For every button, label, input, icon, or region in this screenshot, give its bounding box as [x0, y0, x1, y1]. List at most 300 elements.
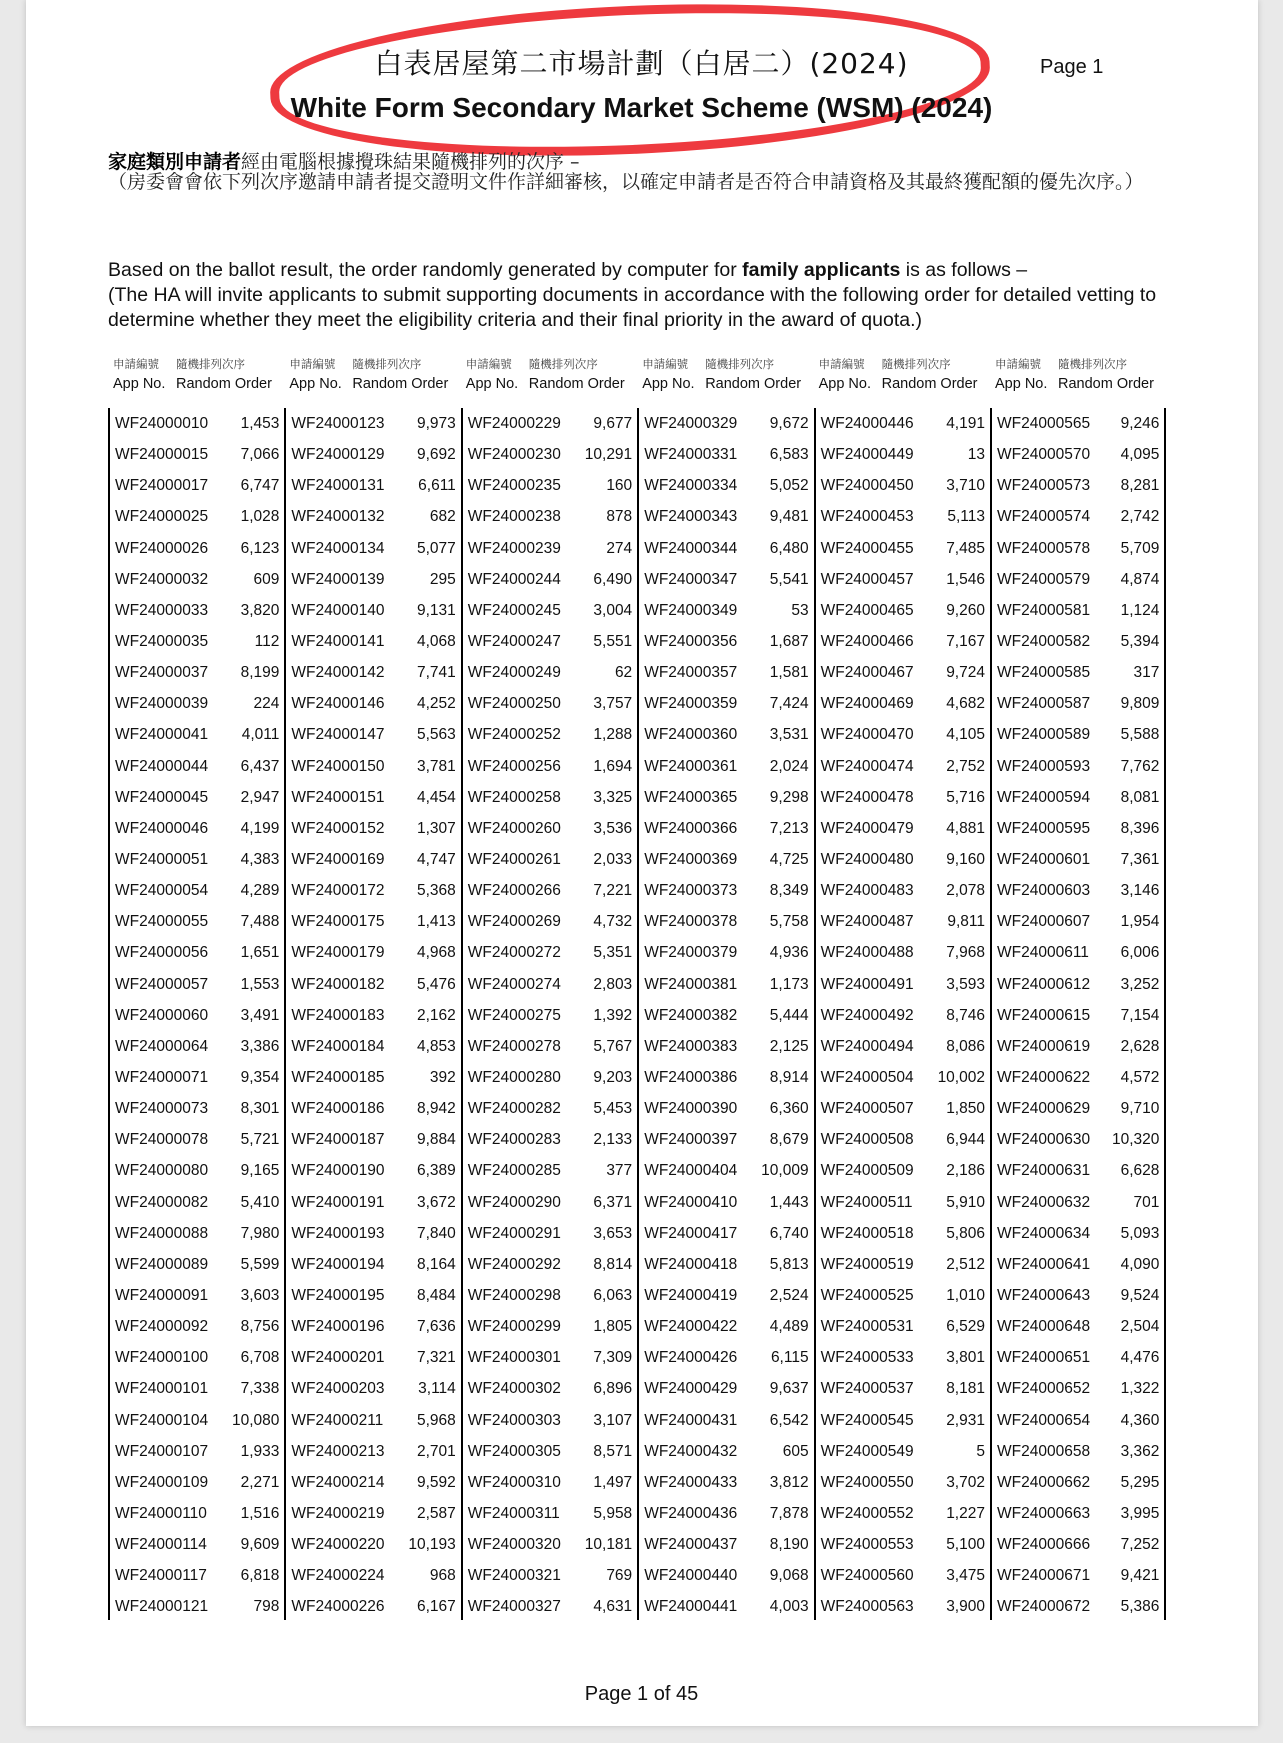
app-no-cell: WF24000630	[997, 1131, 1091, 1149]
app-no-cell: WF24000432	[644, 1442, 738, 1460]
table-row	[639, 1187, 813, 1218]
random-order-cell: 1,124	[1120, 601, 1160, 619]
random-order-cell: 6,006	[1120, 944, 1160, 962]
app-no-cell: WF24000107	[115, 1442, 209, 1460]
app-no-cell: WF24000426	[644, 1349, 738, 1367]
app-no-cell: WF24000343	[644, 508, 738, 526]
random-order-cell: 3,531	[769, 726, 809, 744]
app-no-cell: WF24000073	[115, 1100, 209, 1118]
table-row	[992, 595, 1164, 626]
random-order-cell: 2,524	[769, 1286, 809, 1304]
app-no-cell: WF24000045	[115, 788, 209, 806]
random-order-cell: 5,386	[1120, 1598, 1160, 1616]
random-order-cell: 2,512	[946, 1255, 985, 1273]
table-row	[639, 501, 813, 532]
table-row	[992, 439, 1164, 470]
table-row	[816, 1436, 990, 1467]
app-no-cell: WF24000080	[115, 1162, 209, 1180]
table-row	[110, 1280, 284, 1311]
app-no-cell: WF24000194	[291, 1255, 385, 1273]
table-row	[286, 1093, 460, 1124]
table-row	[110, 1529, 284, 1560]
app-no-cell: WF24000283	[467, 1131, 561, 1149]
app-no-cell: WF24000369	[644, 850, 738, 868]
table-row	[110, 1436, 284, 1467]
app-no-cell: WF24000140	[291, 601, 385, 619]
app-no-cell: WF24000366	[644, 819, 738, 837]
app-no-cell: WF24000182	[291, 975, 385, 993]
app-no-cell: WF24000433	[644, 1473, 738, 1491]
app-no-cell: WF24000292	[467, 1255, 561, 1273]
random-order-cell: 6,480	[769, 539, 809, 557]
app-no-cell: WF24000652	[997, 1380, 1091, 1398]
table-row	[992, 1436, 1164, 1467]
table-row	[286, 1031, 460, 1062]
random-order-cell: 2,162	[416, 1006, 456, 1024]
table-row	[816, 1591, 990, 1622]
app-no-cell: WF24000033	[115, 601, 209, 619]
app-no-cell: WF24000078	[115, 1131, 209, 1149]
app-no-cell: WF24000272	[467, 944, 561, 962]
random-order-cell: 9,672	[769, 415, 809, 432]
random-order-cell: 3,801	[946, 1349, 985, 1367]
app-no-cell: WF24000455	[820, 539, 914, 557]
table-row	[992, 719, 1164, 750]
random-order-cell: 4,090	[1120, 1255, 1160, 1273]
app-no-cell: WF24000037	[115, 664, 209, 682]
app-no-cell: WF24000373	[644, 882, 738, 900]
app-no-cell: WF24000186	[291, 1100, 385, 1118]
table-row	[816, 875, 990, 906]
table-row	[110, 1498, 284, 1529]
table-row	[992, 937, 1164, 968]
table-row	[286, 470, 460, 501]
app-no-cell: WF24000235	[467, 477, 561, 495]
table-row	[286, 1124, 460, 1155]
random-order-cell: 4,489	[769, 1318, 809, 1336]
random-order-cell: 295	[429, 570, 456, 588]
random-order-cell: 4,011	[241, 726, 280, 744]
random-order-cell: 7,840	[416, 1224, 456, 1242]
random-order-cell: 4,360	[1120, 1411, 1160, 1429]
random-order-cell: 1,413	[416, 913, 456, 931]
table-row	[110, 1155, 284, 1186]
table-row	[286, 1436, 460, 1467]
app-no-cell: WF24000429	[644, 1380, 738, 1398]
table-row	[992, 1155, 1164, 1186]
random-order-cell: 9,692	[416, 446, 456, 464]
random-order-cell: 9,354	[240, 1068, 280, 1086]
table-row	[286, 813, 460, 844]
app-no-cell: WF24000226	[291, 1598, 385, 1616]
random-order-cell: 7,321	[416, 1349, 456, 1367]
app-no-cell: WF24000632	[997, 1193, 1091, 1211]
table-row	[463, 1560, 637, 1591]
table-row	[639, 470, 813, 501]
intro-zh-bold: 家庭類別申請者	[108, 151, 242, 173]
app-no-cell: WF24000290	[467, 1193, 561, 1211]
table-row	[992, 1031, 1164, 1062]
random-order-cell: 6,747	[240, 477, 280, 495]
app-no-cell: WF24000184	[291, 1037, 385, 1055]
random-order-cell: 5,551	[593, 632, 633, 650]
app-no-cell: WF24000531	[820, 1318, 914, 1336]
table-row	[816, 564, 990, 595]
table-row	[639, 1436, 813, 1467]
app-no-cell: WF24000139	[291, 570, 385, 588]
table-row	[286, 1062, 460, 1093]
random-order-cell: 5,721	[240, 1131, 280, 1149]
table-row	[816, 1000, 990, 1031]
table-row	[463, 751, 637, 782]
random-order-cell: 10,291	[584, 446, 633, 464]
random-order-cell: 9,724	[946, 664, 985, 682]
table-row	[463, 813, 637, 844]
app-no-cell: WF24000491	[820, 975, 914, 993]
random-order-cell: 1,687	[769, 632, 809, 650]
random-order-cell: 9,131	[416, 601, 456, 619]
intro-en-bold: family applicants	[742, 259, 901, 281]
app-no-cell: WF24000060	[115, 1006, 209, 1024]
app-no-cell: WF24000305	[467, 1442, 561, 1460]
table-row	[110, 501, 284, 532]
random-order-cell: 9,421	[1120, 1567, 1160, 1585]
random-order-cell: 5,958	[593, 1504, 633, 1522]
app-no-cell: WF24000666	[997, 1536, 1091, 1554]
app-no-cell: WF24000453	[820, 508, 914, 526]
app-no-cell: WF24000301	[467, 1349, 561, 1367]
app-no-cell: WF24000594	[997, 788, 1091, 806]
app-no-cell: WF24000470	[820, 726, 914, 744]
random-order-cell: 1,694	[593, 757, 633, 775]
table-row	[286, 1249, 460, 1280]
table-row	[463, 1124, 637, 1155]
app-no-cell: WF24000487	[820, 913, 914, 931]
app-no-cell: WF24000238	[467, 508, 561, 526]
table-row	[816, 782, 990, 813]
app-no-cell: WF24000250	[467, 695, 561, 713]
table-row	[463, 470, 637, 501]
table-row	[992, 875, 1164, 906]
app-no-cell: WF24000041	[115, 726, 209, 744]
random-order-cell: 7,361	[1120, 850, 1160, 868]
app-no-cell: WF24000110	[115, 1504, 207, 1522]
table-row	[110, 1093, 284, 1124]
app-no-cell: WF24000220	[291, 1536, 385, 1554]
app-no-cell: WF24000504	[820, 1068, 914, 1086]
table-row	[286, 844, 460, 875]
app-no-cell: WF24000298	[467, 1286, 561, 1304]
table-row	[110, 470, 284, 501]
app-no-cell: WF24000311	[467, 1504, 560, 1522]
table-row	[110, 1187, 284, 1218]
table-row	[639, 533, 813, 564]
table-row	[816, 1529, 990, 1560]
random-order-cell: 1,516	[240, 1504, 280, 1522]
table-row	[816, 1062, 990, 1093]
table-row	[463, 501, 637, 532]
random-order-cell: 4,968	[416, 944, 456, 962]
random-order-cell: 2,033	[593, 850, 633, 868]
random-order-cell: 392	[429, 1068, 456, 1086]
random-order-cell: 3,710	[946, 477, 985, 495]
header-app-no: 申請編號 App No.	[465, 357, 519, 392]
random-order-cell: 4,682	[946, 695, 985, 713]
random-order-cell: 605	[782, 1442, 809, 1460]
table-row	[463, 1000, 637, 1031]
table-row	[286, 1000, 460, 1031]
random-order-cell: 4,747	[416, 850, 456, 868]
app-no-cell: WF24000229	[467, 415, 561, 432]
table-row	[992, 533, 1164, 564]
random-order-cell: 1,288	[593, 726, 633, 744]
table-row	[816, 844, 990, 875]
random-order-cell: 2,024	[769, 757, 809, 775]
app-no-cell: WF24000441	[644, 1598, 738, 1616]
table-row	[463, 688, 637, 719]
app-no-cell: WF24000150	[291, 757, 385, 775]
random-order-cell: 6,360	[769, 1100, 809, 1118]
table-row	[110, 1249, 284, 1280]
table-row	[286, 1155, 460, 1186]
app-no-cell: WF24000302	[467, 1380, 561, 1398]
random-order-cell: 4,383	[240, 850, 280, 868]
table-row	[639, 906, 813, 937]
app-no-cell: WF24000109	[115, 1473, 209, 1491]
column-headers	[108, 356, 1168, 400]
app-no-cell: WF24000579	[997, 570, 1091, 588]
app-no-cell: WF24000175	[291, 913, 385, 931]
table-row	[639, 1373, 813, 1404]
table-row	[286, 688, 460, 719]
app-no-cell: WF24000446	[820, 415, 914, 432]
random-order-cell: 1,010	[946, 1286, 985, 1304]
table-row	[110, 1591, 284, 1622]
header-random-order: 隨機排列次序 Random Order	[528, 357, 625, 392]
random-order-cell: 8,199	[240, 664, 280, 682]
app-no-cell: WF24000151	[291, 788, 385, 806]
table-row	[286, 501, 460, 532]
app-no-cell: WF24000211	[291, 1411, 384, 1429]
table-row	[816, 1280, 990, 1311]
header-random-order: 隨機排列次序 Random Order	[1058, 357, 1154, 392]
app-no-cell: WF24000185	[291, 1068, 385, 1086]
app-no-cell: WF24000282	[467, 1100, 561, 1118]
app-no-cell: WF24000560	[820, 1567, 914, 1585]
random-order-cell: 3,004	[593, 601, 633, 619]
app-no-cell: WF24000381	[644, 975, 738, 993]
table-row	[463, 1529, 637, 1560]
app-no-cell: WF24000589	[997, 726, 1091, 744]
table-row	[463, 906, 637, 937]
app-no-cell: WF24000141	[291, 632, 385, 650]
random-order-cell: 1,651	[240, 944, 280, 962]
app-no-cell: WF24000390	[644, 1100, 738, 1118]
table-row	[639, 1498, 813, 1529]
app-no-cell: WF24000219	[291, 1504, 385, 1522]
app-no-cell: WF24000619	[997, 1037, 1091, 1055]
table-row	[639, 1218, 813, 1249]
app-no-cell: WF24000651	[997, 1349, 1091, 1367]
table-row	[286, 751, 460, 782]
table-row	[286, 595, 460, 626]
random-order-cell: 1,453	[240, 415, 280, 432]
table-row	[992, 657, 1164, 688]
random-order-cell: 10,181	[584, 1536, 633, 1554]
table-row	[286, 1187, 460, 1218]
table-row	[639, 564, 813, 595]
table-row	[463, 1218, 637, 1249]
intro-en-line2: (The HA will invite applicants to submit supporting documents in accordance with the following order for detailed vetting to determine whether they meet the eligibility criteria and their final priority in the award of quota.)	[108, 284, 1157, 331]
random-order-cell: 4,725	[769, 850, 809, 868]
table-row	[816, 688, 990, 719]
app-no-cell: WF24000055	[115, 913, 209, 931]
random-order-cell: 5,758	[769, 913, 809, 931]
random-order-cell: 3,820	[240, 601, 280, 619]
app-no-cell: WF24000641	[997, 1255, 1091, 1273]
table-row	[639, 688, 813, 719]
table-row	[463, 937, 637, 968]
table-row	[639, 1591, 813, 1622]
app-no-cell: WF24000051	[115, 850, 209, 868]
random-order-cell: 9,481	[769, 508, 809, 526]
random-order-cell: 3,107	[593, 1411, 633, 1429]
table-row	[110, 1218, 284, 1249]
table-row	[463, 1249, 637, 1280]
intro-english	[108, 258, 1188, 333]
random-order-cell: 2,701	[416, 1442, 456, 1460]
intro-en-post: is as follows –	[900, 259, 1028, 281]
table-row	[816, 533, 990, 564]
table-row	[286, 1405, 460, 1436]
app-no-cell: WF24000671	[997, 1567, 1091, 1585]
random-order-cell: 4,853	[416, 1037, 456, 1055]
random-order-cell: 3,995	[1120, 1504, 1160, 1522]
app-no-cell: WF24000321	[467, 1567, 561, 1585]
table-row	[286, 408, 460, 439]
table-row	[816, 439, 990, 470]
table-row	[463, 1467, 637, 1498]
app-no-cell: WF24000509	[820, 1162, 914, 1180]
random-order-cell: 5,563	[416, 726, 456, 744]
random-order-cell: 4,936	[769, 944, 809, 962]
table-row	[286, 657, 460, 688]
random-order-cell: 5,100	[946, 1536, 985, 1554]
app-no-cell: WF24000280	[467, 1068, 561, 1086]
table-row	[992, 1560, 1164, 1591]
random-order-cell: 5	[976, 1442, 985, 1460]
random-order-cell: 1,443	[769, 1193, 809, 1211]
header-app-no: 申請編號 App No.	[818, 357, 871, 392]
app-no-cell: WF24000582	[997, 632, 1091, 650]
random-order-cell: 9,973	[416, 415, 456, 432]
app-no-cell: WF24000573	[997, 477, 1091, 495]
table-row	[639, 751, 813, 782]
table-row	[110, 439, 284, 470]
app-no-cell: WF24000172	[291, 882, 385, 900]
app-no-cell: WF24000152	[291, 819, 385, 837]
table-row	[286, 1218, 460, 1249]
table-row	[463, 1436, 637, 1467]
table-row	[992, 1405, 1164, 1436]
random-order-cell: 3,757	[593, 695, 633, 713]
app-no-cell: WF24000183	[291, 1006, 385, 1024]
random-order-cell: 7,636	[416, 1318, 456, 1336]
random-order-cell: 4,252	[416, 695, 456, 713]
table-row	[816, 751, 990, 782]
table-row	[110, 533, 284, 564]
random-order-cell: 6,583	[769, 446, 809, 464]
title-chinese: 白表居屋第二市場計劃（白居二）(2024)	[374, 47, 909, 80]
app-no-cell: WF24000431	[644, 1411, 738, 1429]
random-order-cell: 8,190	[769, 1536, 809, 1554]
app-no-cell: WF24000574	[997, 508, 1091, 526]
random-order-cell: 7,338	[240, 1380, 280, 1398]
app-no-cell: WF24000663	[997, 1504, 1091, 1522]
random-order-cell: 5,476	[416, 975, 456, 993]
table-row	[286, 1498, 460, 1529]
table-row	[110, 844, 284, 875]
table-row	[992, 626, 1164, 657]
table-row	[286, 439, 460, 470]
table-row	[992, 1000, 1164, 1031]
table-row	[110, 813, 284, 844]
random-order-cell: 9,811	[947, 913, 985, 931]
random-order-cell: 3,146	[1120, 882, 1160, 900]
app-no-cell: WF24000465	[820, 601, 914, 619]
table-row	[286, 782, 460, 813]
table-row	[286, 1342, 460, 1373]
app-no-cell: WF24000088	[115, 1224, 209, 1242]
title-english: White Form Secondary Market Scheme (WSM) (2024)	[290, 92, 993, 123]
table-row	[110, 1373, 284, 1404]
header-app-no: 申請編號 App No.	[642, 357, 695, 392]
table-row	[992, 906, 1164, 937]
table-row	[639, 1155, 813, 1186]
table-row	[639, 937, 813, 968]
random-order-cell: 5,599	[240, 1255, 280, 1273]
random-order-cell: 4,199	[240, 819, 280, 837]
random-order-cell: 8,281	[1120, 477, 1160, 495]
header-app-no: 申請編號 App No.	[995, 357, 1048, 392]
random-order-cell: 4,732	[593, 913, 633, 931]
random-order-cell: 701	[1133, 1193, 1160, 1211]
random-order-cell: 5,368	[416, 882, 456, 900]
table-row	[110, 875, 284, 906]
random-order-cell: 8,571	[593, 1442, 633, 1460]
table-row	[286, 1311, 460, 1342]
random-order-cell: 8,942	[416, 1100, 456, 1118]
random-order-cell: 3,114	[418, 1380, 456, 1398]
app-no-cell: WF24000422	[644, 1318, 738, 1336]
table-row	[639, 875, 813, 906]
table-row	[639, 1560, 813, 1591]
random-order-cell: 6,628	[1120, 1162, 1160, 1180]
app-no-cell: WF24000291	[467, 1224, 561, 1242]
table-row	[639, 657, 813, 688]
random-order-cell: 2,078	[946, 882, 985, 900]
app-no-cell: WF24000479	[820, 819, 914, 837]
intro-zh-line2: （房委會會依下列次序邀請申請者提交證明文件作詳細審核，以確定申請者是否符合申請資格及其最終獲配額的優先次序。）	[108, 171, 1144, 193]
table-row	[463, 595, 637, 626]
app-no-cell: WF24000329	[644, 415, 738, 432]
table-row	[463, 1498, 637, 1529]
app-no-cell: WF24000488	[820, 944, 914, 962]
random-order-cell: 7,167	[946, 632, 985, 650]
app-no-cell: WF24000331	[644, 446, 738, 464]
app-no-cell: WF24000525	[820, 1286, 914, 1304]
table-row	[639, 626, 813, 657]
